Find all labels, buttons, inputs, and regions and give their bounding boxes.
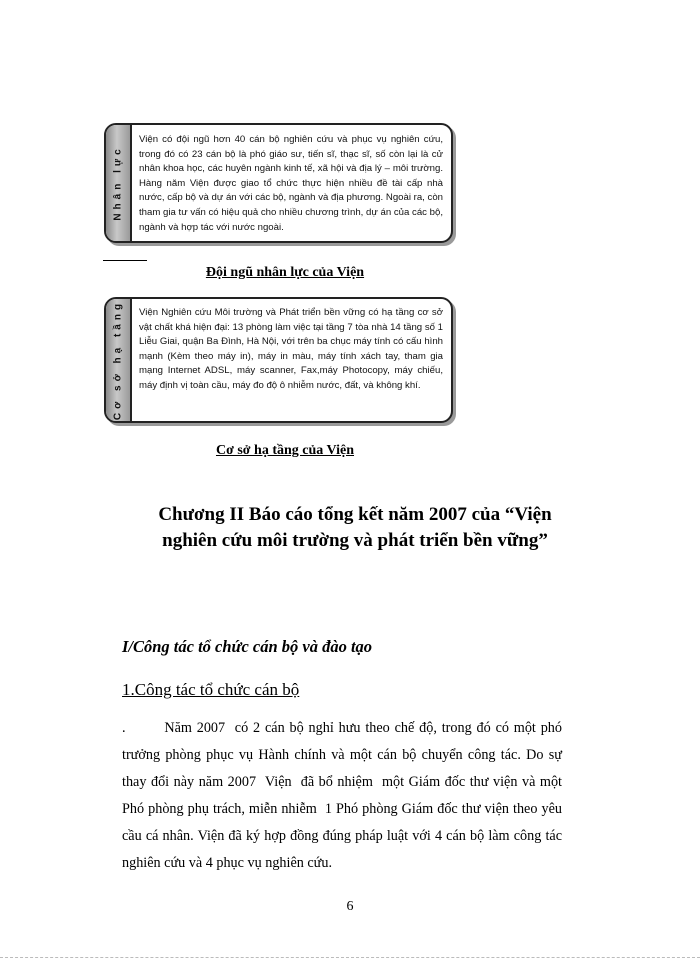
page-bottom-border <box>0 957 700 958</box>
divider-line <box>103 260 147 261</box>
infrastructure-tab <box>106 299 132 421</box>
infrastructure-caption: Cơ sở hạ tầng của Viện <box>215 443 355 458</box>
page-number: 6 <box>346 899 354 914</box>
staff-box-text: Viện có đội ngũ hơn 40 cán bộ nghiên cứu và phục vụ nghiên cứu, trong đó có 23 cán bộ là phó giáo sư, tiến sĩ, thạc sĩ, số còn lại là cử nhân khoa học, các huyên ngành kinh tế, xã hội và địa lý – môi trường. Hàng năm Viện được giao tổ chức thực hiện nhiều đề tài cấp nhà nước, cấp bộ và dự án với các bộ, ngành và địa phương. Ngoài ra, còn tham gia tư vấn có hiệu quả cho nhiều chương trình, dự án của các bộ, ngành và hợp tác với nước ngoài. <box>139 134 443 233</box>
infrastructure-tab-label: Cơ sở hạ tầng <box>112 299 124 421</box>
staff-tab <box>106 125 132 241</box>
chapter-title-line2: nghiên cứu môi trường và phát triển bền vững” <box>162 530 548 551</box>
staff-info-box <box>104 123 453 243</box>
section-heading: I/Công tác tổ chức cán bộ và đào tạo <box>122 637 373 656</box>
infrastructure-info-box <box>104 297 453 423</box>
subsection-heading: 1.Công tác tổ chức cán bộ <box>122 680 300 699</box>
staff-tab-label: Nhân lực <box>112 145 124 221</box>
chapter-title-line1: Chương II Báo cáo tổng kết năm 2007 của “Viện <box>158 504 552 525</box>
chapter-title <box>120 502 590 554</box>
body-paragraph: . Năm 2007 có 2 cán bộ nghỉ hưu theo chế độ, trong đó có một phó trưởng phòng phục vụ Hành chính và một cán bộ chuyển công tác. Do sự thay đổi này năm 2007 Viện đã bổ nhiệm một Giám đốc thư viện và một Phó phòng phụ trách, miễn nhiễm 1 Phó phòng Giám đốc thư viện theo yêu cầu cá nhân. Viện đã ký hợp đồng đúng pháp luật với 4 cán bộ làm công tác nghiên cứu và 4 phục vụ nghiên cứu. <box>122 720 566 871</box>
infrastructure-box-text: Viện Nghiên cứu Môi trường và Phát triển bền vững có hạ tầng cơ sở vật chất khá hiện đại: 13 phòng làm việc tại tầng 7 tòa nhà 14 tầng số 1 Liễu Giai, quận Ba Đình, Hà Nội, với trên ba chục máy tính có cấu hình mạnh (Kèm theo máy in), máy in màu, máy tính xách tay, tham gia mạng Internet ADSL, máy scanner, Fax,máy Photocopy, máy chiếu, máy định vị toàn cầu, máy đo độ ô nhiễm nước, đất, và không khí. <box>139 307 443 391</box>
staff-caption: Đội ngũ nhân lực của Viện <box>205 265 365 280</box>
